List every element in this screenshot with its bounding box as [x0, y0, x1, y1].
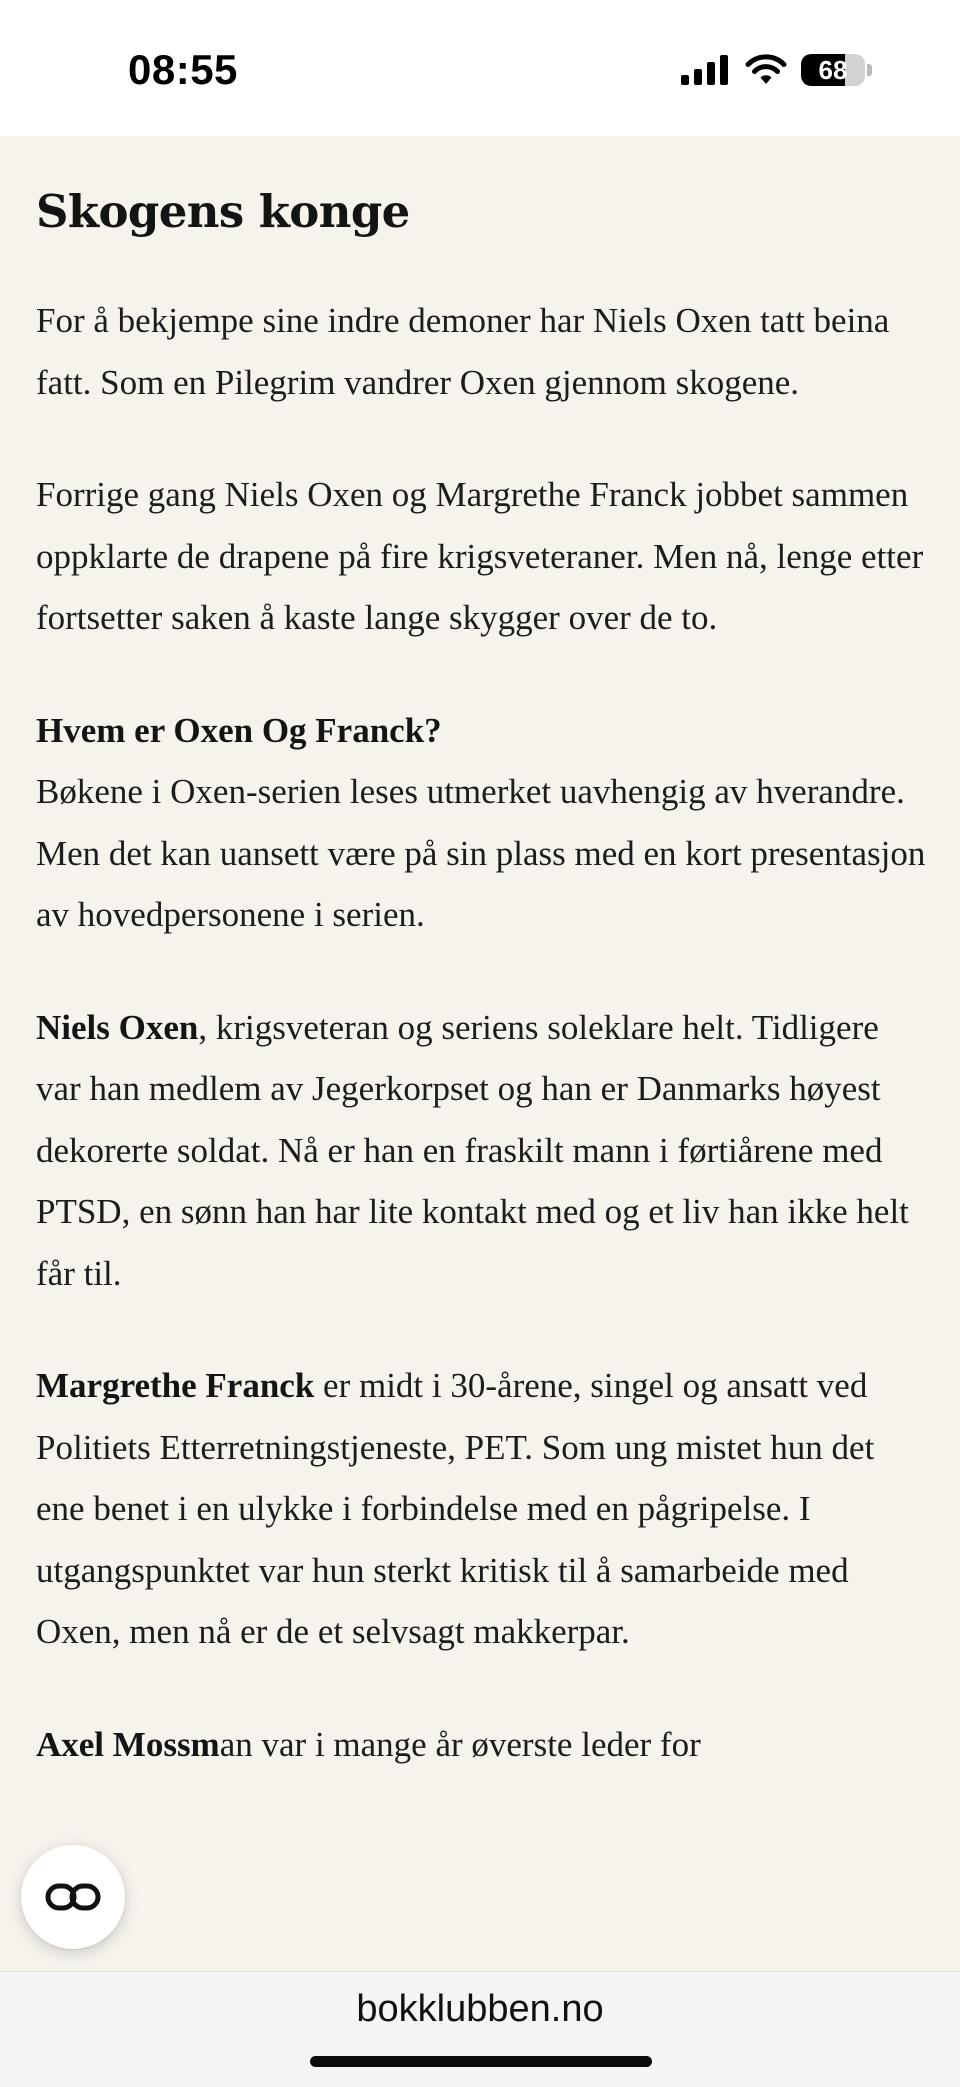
character-description: , krigsveteran og seriens soleklare helt. Tidligere var han medlem av Jegerkorpset og han er Danmarks høyest dekorerte soldat. Nå er han en fraskilt mann i førtiårene med PTSD, en sønn han har lite kontakt med og et liv han ikke helt får til. [36, 1007, 909, 1293]
battery-level: 68 [818, 55, 848, 85]
article-title: Skogens konge [36, 185, 410, 238]
character-name: Margrethe Franck [36, 1366, 315, 1405]
section-paragraph [36, 700, 926, 946]
wifi-icon [745, 54, 787, 86]
battery-tip [867, 64, 872, 76]
reader-mode-button[interactable] [21, 1845, 125, 1949]
character-name: Niels Oxen [36, 1007, 199, 1047]
browser-bottom-bar [0, 1971, 960, 2087]
status-bar [0, 0, 960, 136]
section-heading: Hvem er Oxen Og Franck? [36, 710, 442, 750]
character-name: Axel Mossm [36, 1724, 220, 1764]
character-paragraph-franck [36, 1355, 926, 1663]
section-intro: Bøkene i Oxen-serien leses utmerket uavhengig av hverandre. Men det kan uansett være på sin plass med en kort presentasjon av hovedpersonene i serien. [36, 772, 926, 934]
status-time: 08:55 [128, 46, 238, 93]
article-content [36, 136, 926, 1971]
home-indicator[interactable] [310, 2056, 652, 2067]
character-description: an var i mange år øverste leder for [219, 1724, 701, 1764]
character-description: er midt i 30-årene, singel og ansatt ved Politiets Etterretningstjeneste, PET. Som ung mistet hun det ene benet i en ulykke i forbindelse med en pågripelse. I utgangspunktet var hun sterkt kritisk til å samarbeide med Oxen, men nå er de et selvsagt makkerpar. [36, 1366, 875, 1651]
intro-paragraph: For å bekjempe sine indre demoner har Niels Oxen tatt beina fatt. Som en Pilegrim vandrer Oxen gjennom skogene. [36, 301, 890, 402]
status-icons [681, 50, 872, 90]
cellular-signal-icon [681, 55, 731, 85]
reader-glasses-icon [45, 1882, 101, 1912]
battery-icon [801, 54, 865, 86]
character-paragraph-oxen [36, 997, 926, 1305]
address-bar[interactable]: bokklubben.no [356, 1988, 604, 2030]
character-paragraph-mossman [36, 1714, 926, 1776]
background-paragraph: Forrige gang Niels Oxen og Margrethe Franck jobbet sammen oppklarte de drapene på fire krigsveteraner. Men nå, lenge etter fortsetter saken å kaste lange skygger over de to. [36, 475, 924, 637]
